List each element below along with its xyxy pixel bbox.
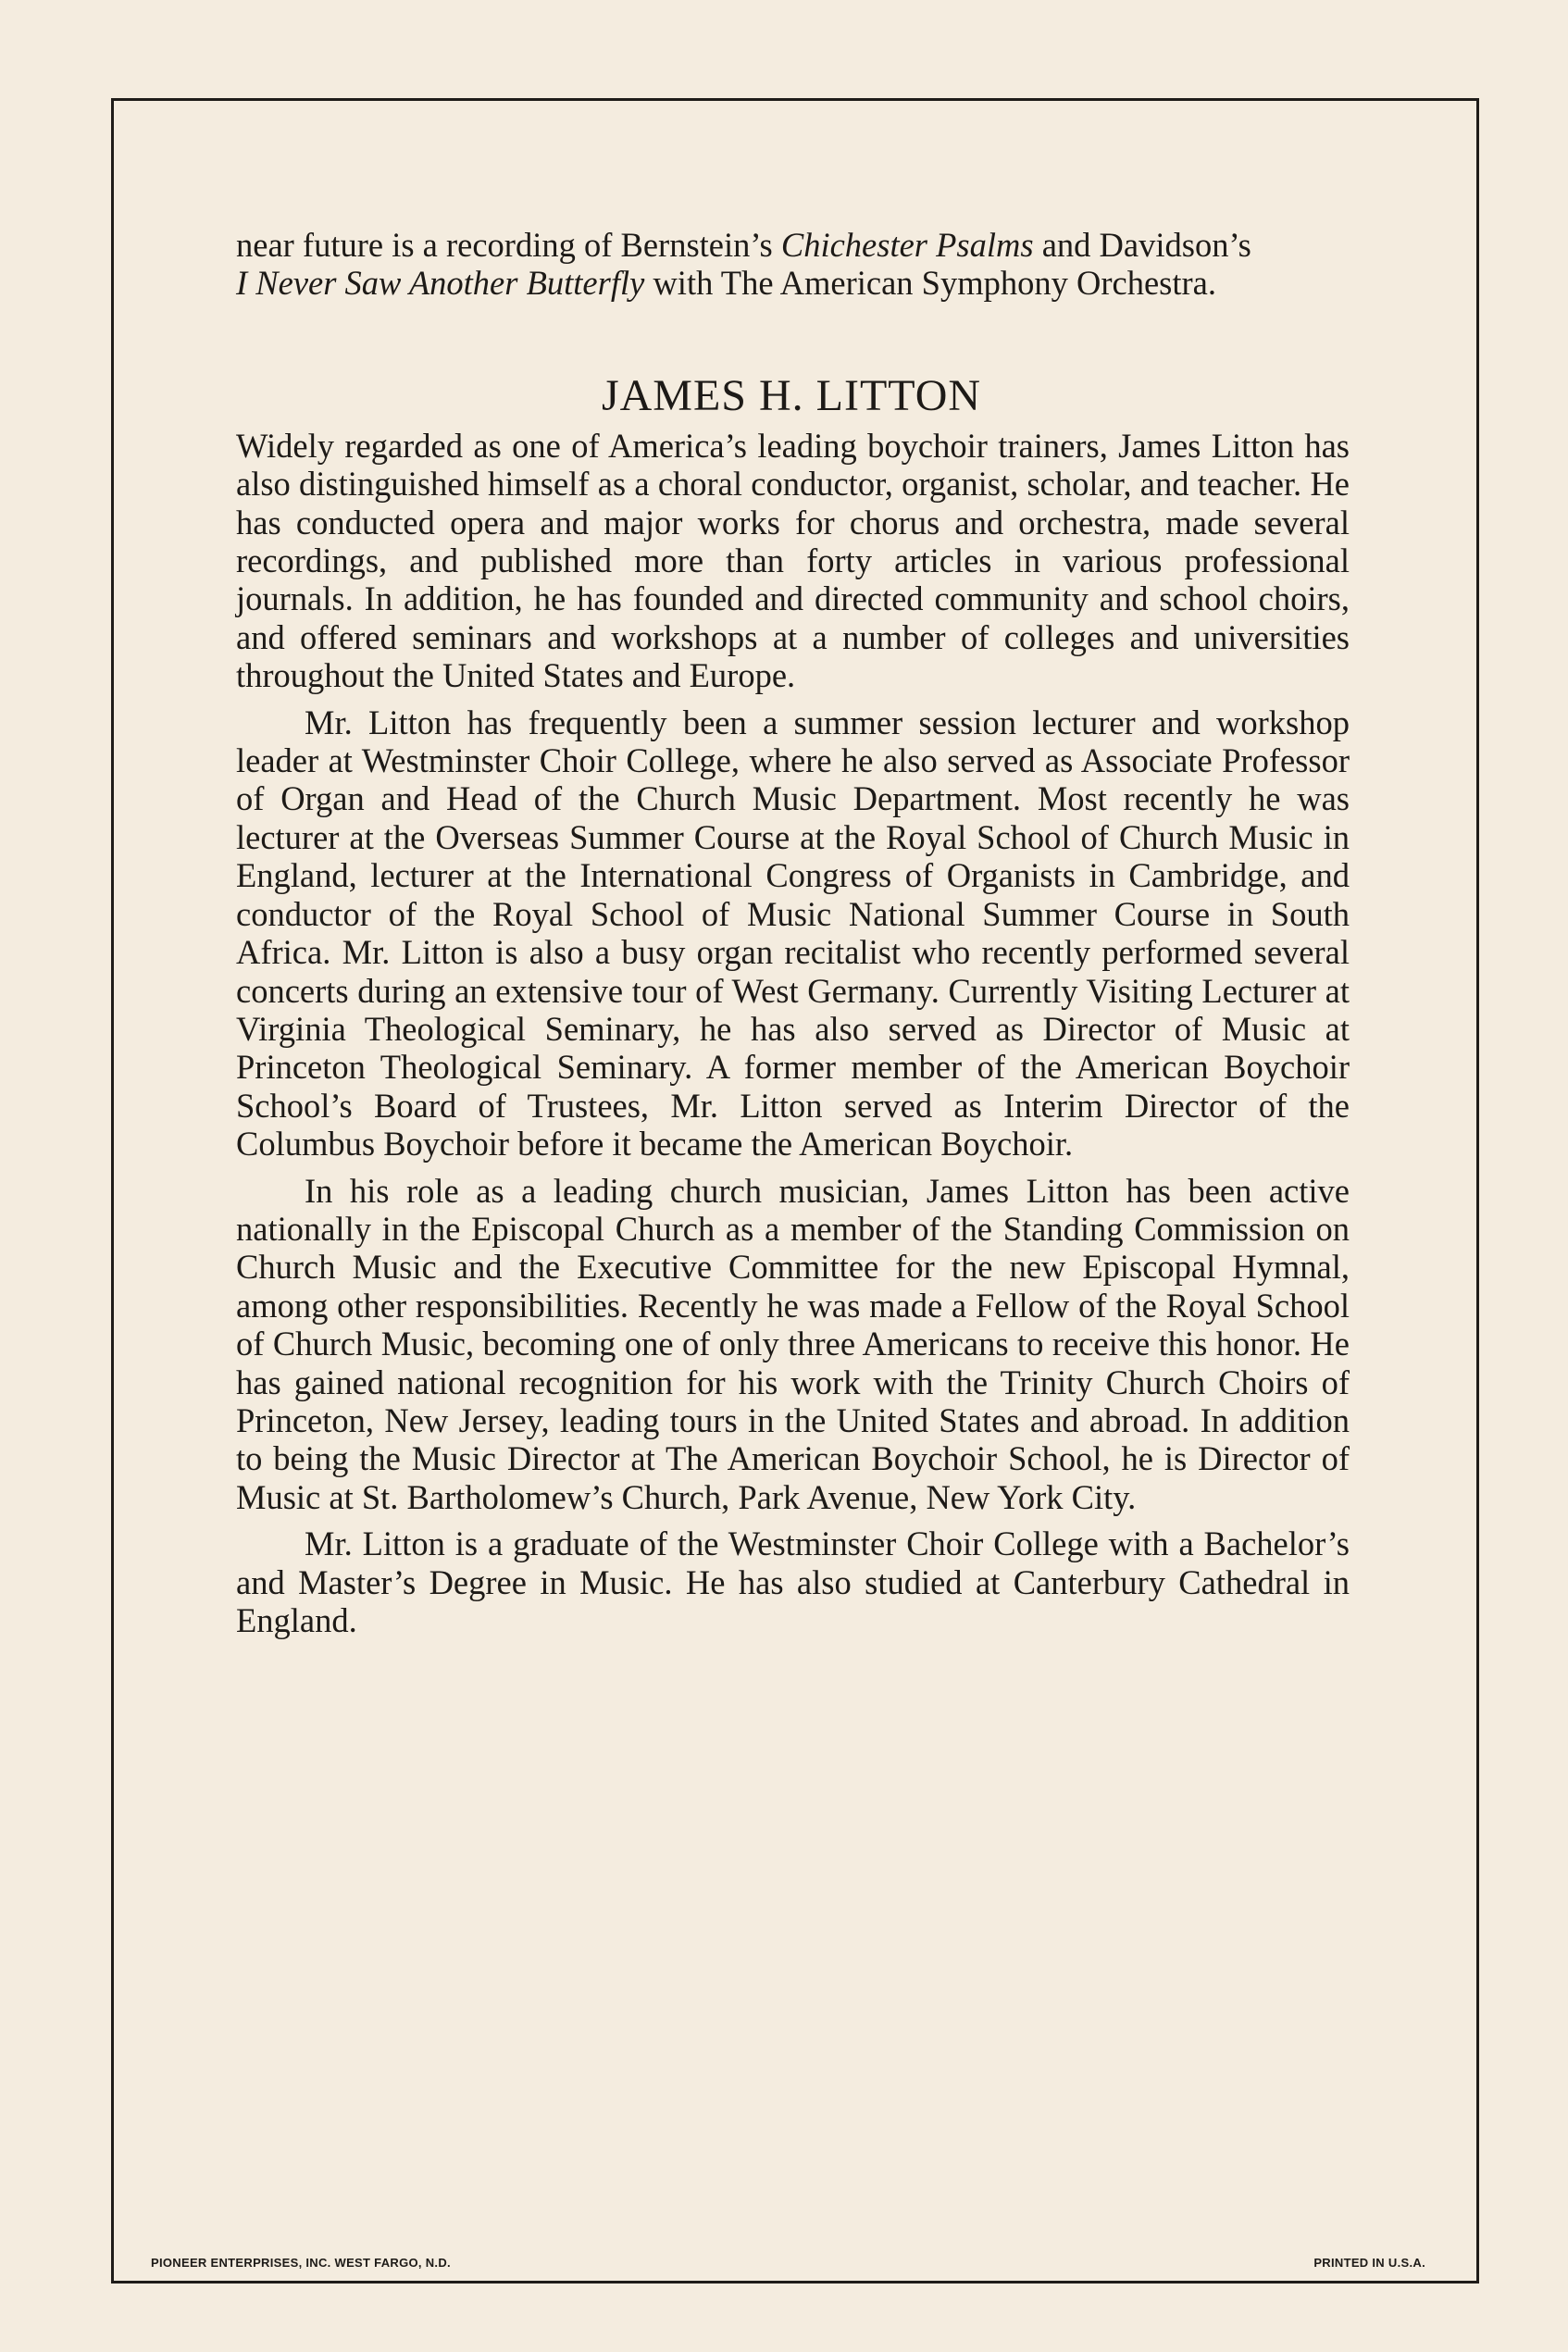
intro-text: near future is a recording of Bernstein’s: [236, 226, 781, 264]
paragraph-4: Mr. Litton is a graduate of the Westminster Choir College with a Bachelor’s and Master’s Degree in Music. He has also studied at Canterbury Cathedral in England.: [236, 1524, 1350, 1639]
paragraph-1: Widely regarded as one of America’s leading boychoir trainers, James Litton has also distinguished himself as a choral conductor, organist, scholar, and teacher. He has conducted opera and major works for chorus and orchestra, made several recordings, and published more than forty articles in various professional journals. In addition, he has founded and directed community and school choirs, and offered seminars and workshops at a number of colleges and universities throughout the United States and Europe.: [236, 426, 1350, 695]
intro-line-1: [236, 226, 1350, 264]
document-body: [236, 226, 1350, 1639]
intro-text: with The American Symphony Orchestra.: [644, 264, 1216, 303]
intro-text: and Davidson’s: [1033, 226, 1251, 264]
title-butterfly: I Never Saw Another Butterfly: [236, 264, 645, 303]
printed-in-usa: PRINTED IN U.S.A.: [1313, 2256, 1425, 2270]
paragraph-2: Mr. Litton has frequently been a summer session lecturer and workshop leader at Westminster Choir College, where he also served as Associate Professor of Organ and Head of the Church Music Department. Most recently he was lecturer at the Overseas Summer Course at the Royal School of Church Music in England, lecturer at the International Congress of Organists in Cambridge, and conductor of the Royal School of Music National Summer Course in South Africa. Mr. Litton is also a busy organ recitalist who recently performed several concerts during an extensive tour of West Germany. Currently Visiting Lecturer at Virginia Theological Seminary, he has also served as Director of Music at Princeton Theological Seminary. A former member of the American Boychoir School’s Board of Trustees, Mr. Litton served as Interim Director of the Columbus Boychoir before it became the American Boychoir.: [236, 703, 1350, 1164]
paragraph-3: In his role as a leading church musician, James Litton has been active nationally in the Episcopal Church as a member of the Standing Commission on Church Music and the Executive Committee for the new Episcopal Hymnal, among other responsibilities. Recently he was made a Fellow of the Royal School of Church Music, becoming one of only three Americans to receive this honor. He has gained national recognition for his work with the Trinity Church Choirs of Princeton, New Jersey, leading tours in the United States and abroad. In addition to being the Music Director at The American Boychoir School, he is Director of Music at St. Bartholomew’s Church, Park Avenue, New York City.: [236, 1171, 1350, 1516]
title-chichester-psalms: Chichester Psalms: [780, 226, 1034, 264]
section-heading: JAMES H. LITTON: [601, 370, 982, 420]
intro-line-2: [236, 264, 1350, 302]
printer-imprint: PIONEER ENTERPRISES, INC. WEST FARGO, N.D.: [151, 2256, 451, 2270]
